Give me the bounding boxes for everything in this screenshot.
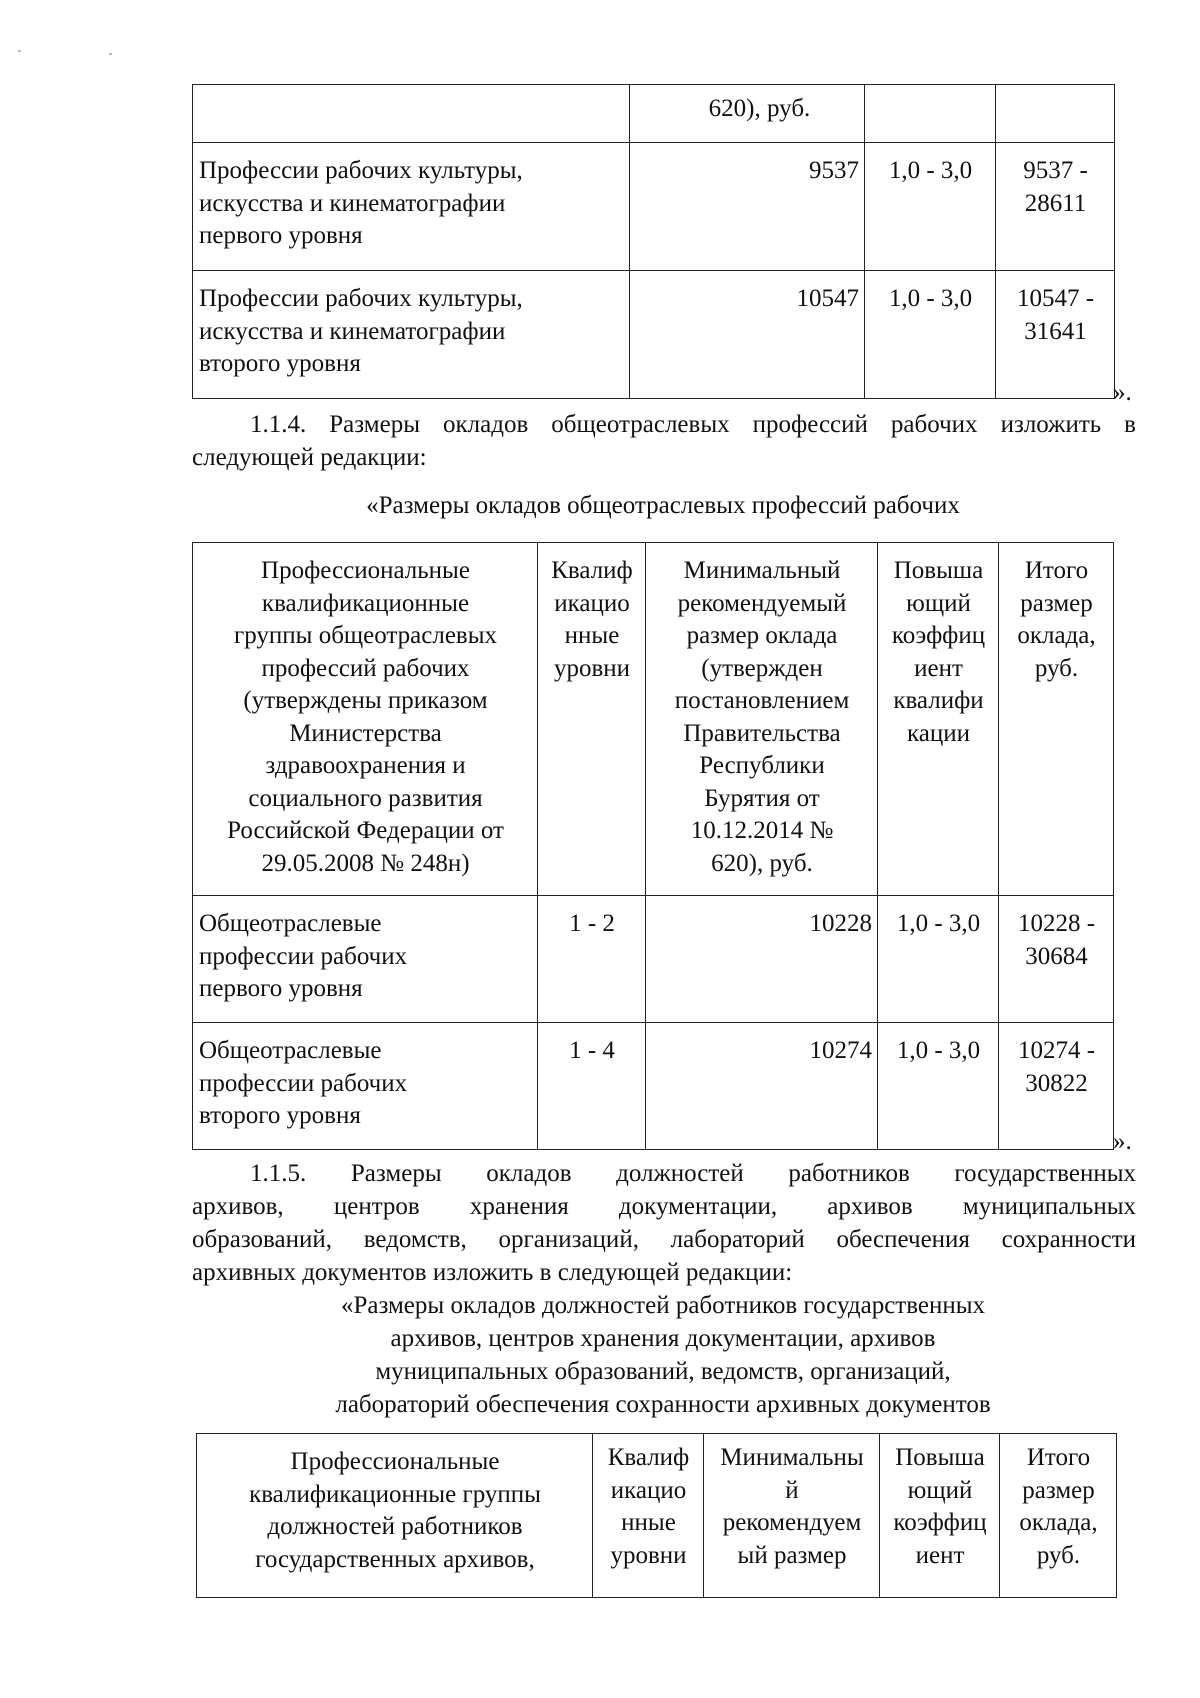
section-1-1-5-text: архивных документов изложить в следующей редакции: bbox=[192, 1259, 793, 1286]
table-caption: лабораторий обеспечения сохранности архивных документов bbox=[335, 1391, 991, 1418]
table-caption: «Размеры окладов должностей работников государственных bbox=[340, 1292, 986, 1319]
cell-min-salary: 10547 bbox=[630, 271, 865, 399]
section-1-1-5-text: 1.1.5. Размеры окладов должностей работников государственных bbox=[250, 1160, 1136, 1187]
table-end-mark: ». bbox=[1113, 1128, 1132, 1155]
table-header-row bbox=[193, 543, 1114, 896]
header-min-salary: Минимальный рекомендуемый размер оклада (утвержден постановлением Правительства Республики Бурятия от 10.12.2014 № 620), руб. bbox=[646, 543, 878, 896]
cell-levels: 1 - 2 bbox=[538, 896, 646, 1023]
cell-total: 10547 - 31641 bbox=[996, 271, 1115, 399]
cell-total: 10274 - 30822 bbox=[999, 1023, 1114, 1150]
section-1-1-5-text: архивов, центров хранения документации, архивов муниципальных bbox=[192, 1193, 1136, 1220]
cell-coefficient: 1,0 - 3,0 bbox=[865, 271, 996, 399]
cell-min-salary: 10274 bbox=[646, 1023, 878, 1150]
cell-levels: 1 - 4 bbox=[538, 1023, 646, 1150]
table-header-row bbox=[197, 1434, 1117, 1598]
header-group: Профессиональные квалификационные группы общеотраслевых профессий рабочих (утверждены приказом Министерства здравоохранения и социального развития Российской Федерации от 29.05.2008 № 248н) bbox=[193, 543, 538, 896]
table-general-workers bbox=[192, 542, 1114, 1150]
header-min-salary: Минимальны й рекомендуем ый размер bbox=[704, 1434, 880, 1598]
header-coefficient: Повыша ющий коэффиц иент bbox=[880, 1434, 1000, 1598]
header-total: Итого размер оклада, руб. bbox=[1000, 1434, 1117, 1598]
cell-coefficient: 1,0 - 3,0 bbox=[865, 143, 996, 271]
table-row bbox=[193, 271, 1115, 399]
section-1-1-4-text: следующей редакции: bbox=[192, 444, 427, 471]
cell-min-salary: 9537 bbox=[630, 143, 865, 271]
cell-group-name: Общеотраслевые профессии рабочих первого уровня bbox=[193, 896, 538, 1023]
header-coefficient: Повыша ющий коэффиц иент квалифи кации bbox=[878, 543, 999, 896]
table-row bbox=[193, 85, 1115, 143]
table-caption: муниципальных образований, ведомств, организаций, bbox=[375, 1358, 951, 1385]
cell-group-name: Общеотраслевые профессии рабочих второго уровня bbox=[193, 1023, 538, 1150]
scan-speck bbox=[109, 53, 112, 55]
cell-total: 9537 - 28611 bbox=[996, 143, 1115, 271]
table-row bbox=[193, 896, 1114, 1023]
cell-min-salary: 620), руб. bbox=[630, 85, 865, 143]
cell-group-name: Профессии рабочих культуры, искусства и кинематографии первого уровня bbox=[193, 143, 630, 271]
table-row bbox=[193, 1023, 1114, 1150]
cell-min-salary: 10228 bbox=[646, 896, 878, 1023]
cell-group-name: Профессии рабочих культуры, искусства и кинематографии второго уровня bbox=[193, 271, 630, 399]
header-total: Итого размер оклада, руб. bbox=[999, 543, 1114, 896]
cell-coefficient: 1,0 - 3,0 bbox=[878, 1023, 999, 1150]
table-culture-workers bbox=[192, 84, 1115, 399]
table-caption: архивов, центров хранения документации, архивов bbox=[390, 1325, 936, 1352]
cell-total bbox=[996, 85, 1115, 143]
header-levels: Квалиф икацио нные уровни bbox=[538, 543, 646, 896]
cell-total: 10228 - 30684 bbox=[999, 896, 1114, 1023]
cell-coefficient: 1,0 - 3,0 bbox=[878, 896, 999, 1023]
table-archive-staff bbox=[196, 1433, 1117, 1598]
header-levels: Квалиф икацио нные уровни bbox=[593, 1434, 704, 1598]
table-row bbox=[193, 143, 1115, 271]
cell-coefficient bbox=[865, 85, 996, 143]
cell-group-name bbox=[193, 85, 630, 143]
section-1-1-4-text: 1.1.4. Размеры окладов общеотраслевых профессий рабочих изложить в bbox=[250, 411, 1136, 438]
table-caption: «Размеры окладов общеотраслевых профессий рабочих bbox=[366, 492, 960, 519]
table-end-mark: ». bbox=[1113, 379, 1132, 406]
section-1-1-5-text: образований, ведомств, организаций, лабораторий обеспечения сохранности bbox=[192, 1226, 1136, 1253]
header-group: Профессиональные квалификационные группы должностей работников государственных архивов, bbox=[197, 1434, 593, 1598]
scan-speck bbox=[18, 50, 21, 52]
